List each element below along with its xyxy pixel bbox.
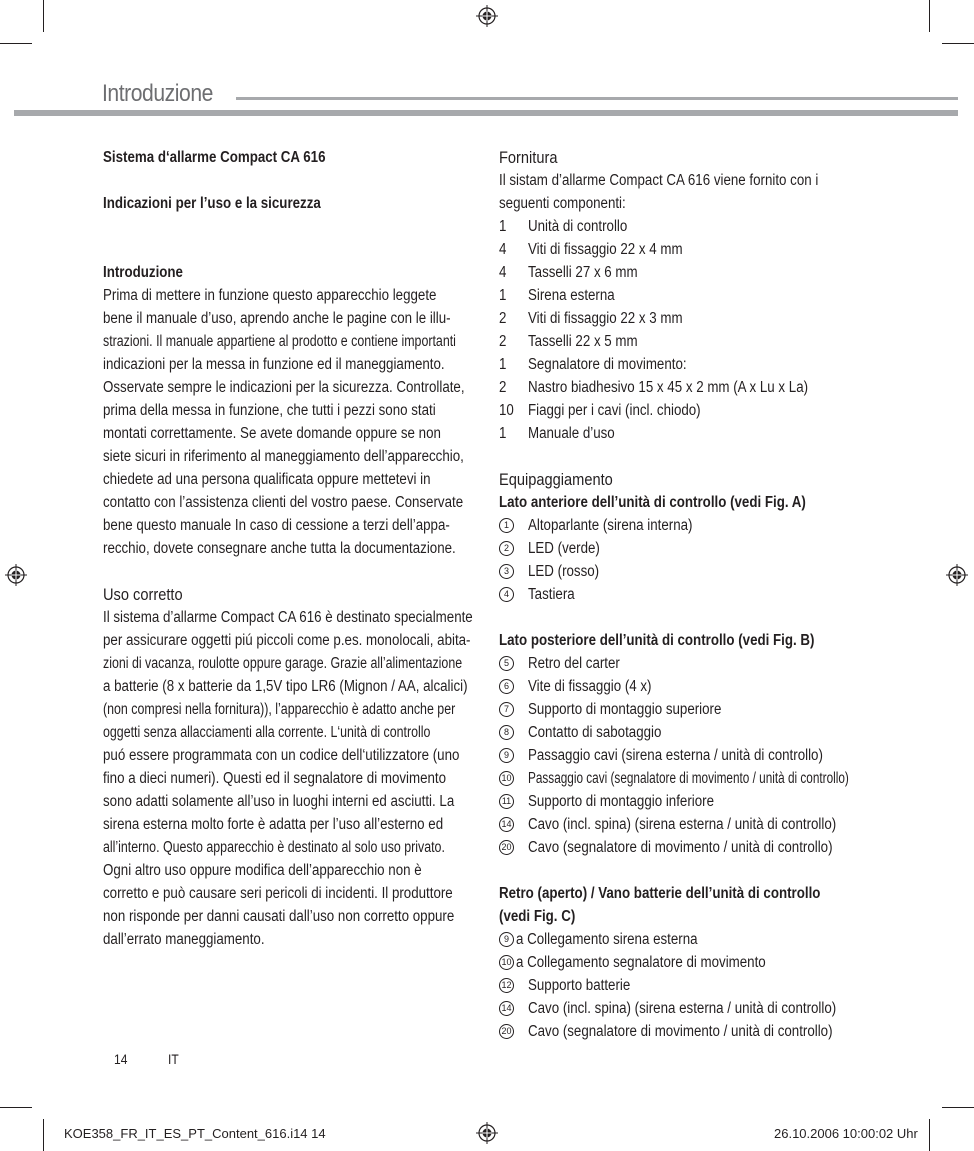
text-line: indicazioni per la messa in funzione ed il maneggiamento. (103, 356, 445, 373)
intro-heading: Introduzione (103, 264, 183, 281)
page-language: IT (168, 1051, 179, 1067)
text-line: contatto con l’assistenza clienti del vostro paese. Conservate (103, 494, 464, 511)
page-title: Introduzione (102, 80, 213, 107)
text-line: (non compresi nella fornitura)), l’apparecchio è adatto anche per (103, 701, 456, 718)
item-qty: 1 (499, 287, 507, 304)
list-item (499, 1020, 899, 1043)
item-text: Sirena esterna (528, 287, 615, 304)
safety-title: Indicazioni per l’uso e la sicurezza (103, 195, 321, 212)
list-item (499, 767, 899, 790)
item-text: Tasselli 22 x 5 mm (528, 333, 638, 350)
text-line: oggetti senza allacciamenti alla corrente. L‘unità di controllo (103, 724, 431, 741)
text-line: Ogni altro uso oppure modifica dell’apparecchio non è (103, 862, 422, 879)
item-text: Retro del carter (528, 655, 620, 672)
item-number: 14 (499, 1001, 514, 1016)
back-list (499, 652, 899, 859)
item-number: 6 (499, 679, 514, 694)
registration-mark-icon (476, 1122, 498, 1144)
item-number: 9 (499, 932, 514, 947)
item-text: Viti di fissaggio 22 x 3 mm (528, 310, 683, 327)
item-qty: 2 (499, 310, 507, 327)
item-text: Unità di controllo (528, 218, 628, 235)
slug-timestamp: 26.10.2006 10:00:02 Uhr (774, 1126, 918, 1141)
text-line: bene questo manuale In caso di cessione a terzi dell’appa- (103, 517, 450, 534)
list-item (499, 928, 899, 951)
text-line: fino a dieci numeri). Questi ed il segnalatore di movimento (103, 770, 447, 787)
text-line: siete sicuri in riferimento al maneggiamento dell’apparecchio, (103, 448, 464, 465)
front-list (499, 514, 899, 606)
list-item (499, 353, 899, 376)
item-number: 14 (499, 817, 514, 832)
item-text: Passaggio cavi (segnalatore di movimento / unità di controllo) (528, 770, 849, 787)
text-line: chiedete ad una persona qualificata oppure mettetevi in (103, 471, 431, 488)
list-item (499, 422, 899, 445)
item-text: a Collegamento segnalatore di movimento (516, 954, 766, 971)
item-text: Cavo (segnalatore di movimento / unità di controllo) (528, 839, 833, 856)
page-number: 14 (114, 1051, 128, 1067)
item-number: 10 (499, 771, 514, 786)
item-text: Cavo (segnalatore di movimento / unità di controllo) (528, 1023, 833, 1040)
uso-heading: Uso corretto (103, 585, 183, 604)
slug-filename: KOE358_FR_IT_ES_PT_Content_616.i14 14 (64, 1126, 326, 1141)
right-column (499, 146, 899, 1043)
list-item (499, 399, 899, 422)
list-item (499, 790, 899, 813)
text-line: dall’errato maneggiamento. (103, 931, 265, 948)
crop-mark (43, 1119, 44, 1151)
item-number: 3 (499, 564, 514, 579)
item-text: Contatto di sabotaggio (528, 724, 662, 741)
left-column (103, 146, 483, 951)
item-text: LED (rosso) (528, 563, 600, 580)
front-heading: Lato anteriore dell’unità di controllo (vedi Fig. A) (499, 494, 806, 511)
list-item (499, 514, 899, 537)
text-line: sirena esterna molto forte è adatta per l’uso all’esterno ed (103, 816, 444, 833)
list-item (499, 675, 899, 698)
back-heading: Lato posteriore dell’unità di controllo (vedi Fig. B) (499, 632, 815, 649)
item-number: 20 (499, 1024, 514, 1039)
list-item (499, 744, 899, 767)
list-item (499, 307, 899, 330)
list-item (499, 537, 899, 560)
text-line: sono adatti solamente all’uso in luoghi interni ed asciutti. La (103, 793, 455, 810)
list-item (499, 997, 899, 1020)
item-text: Viti di fissaggio 22 x 4 mm (528, 241, 683, 258)
text-line: all’interno. Questo apparecchio è destinato al solo uso privato. (103, 839, 445, 856)
item-number: 9 (499, 748, 514, 763)
text-line: puó essere programmata con un codice dell‘utilizzatore (uno (103, 747, 460, 764)
list-item (499, 330, 899, 353)
document-title: Sistema d‘allarme Compact CA 616 (103, 149, 326, 166)
text-line: Il sistema d’allarme Compact CA 616 è destinato specialmente (103, 609, 473, 626)
retro-heading-ref: (vedi Fig. C) (499, 908, 576, 925)
item-text: Cavo (incl. spina) (sirena esterna / unità di controllo) (528, 1000, 837, 1017)
intro-paragraph (103, 284, 483, 560)
fornitura-heading: Fornitura (499, 148, 558, 167)
item-text: Vite di fissaggio (4 x) (528, 678, 652, 695)
list-item (499, 652, 899, 675)
item-text: Supporto di montaggio inferiore (528, 793, 715, 810)
item-qty: 1 (499, 218, 507, 235)
retro-heading: Retro (aperto) / Vano batterie dell’unità di controllo (499, 885, 821, 902)
item-number: 8 (499, 725, 514, 740)
crop-mark (929, 0, 930, 32)
text-line: Osservate sempre le indicazioni per la sicurezza. Controllate, (103, 379, 465, 396)
list-item (499, 560, 899, 583)
text-line: non risponde per danni causati dall’uso non corretto oppure (103, 908, 455, 925)
item-qty: 2 (499, 379, 507, 396)
text-line: per assicurare oggetti piú piccoli come p.es. monolocali, abita- (103, 632, 471, 649)
item-text: Altoparlante (sirena interna) (528, 517, 693, 534)
list-item (499, 583, 899, 606)
text-line: Prima di mettere in funzione questo apparecchio leggete (103, 287, 437, 304)
item-text: Supporto di montaggio superiore (528, 701, 722, 718)
item-number: 7 (499, 702, 514, 717)
text-line: zioni di vacanza, roulotte oppure garage. Grazie all’alimentazione (103, 655, 463, 672)
text-line: corretto e può causare seri pericoli di incidenti. Il produttore (103, 885, 453, 902)
item-qty: 1 (499, 356, 507, 373)
registration-mark-icon (476, 5, 498, 27)
text-line: recchio, dovete consegnare anche tutta la documentazione. (103, 540, 456, 557)
list-item (499, 813, 899, 836)
item-qty: 10 (499, 402, 514, 419)
list-item (499, 836, 899, 859)
item-text: Cavo (incl. spina) (sirena esterna / unità di controllo) (528, 816, 837, 833)
equip-heading: Equipaggiamento (499, 470, 613, 489)
list-item (499, 721, 899, 744)
text-line: strazioni. Il manuale appartiene al prodotto e contiene importanti (103, 333, 456, 350)
text-line: a batterie (8 x batterie da 1,5V tipo LR6 (Mignon / AA, alcalici) (103, 678, 468, 695)
list-item (499, 261, 899, 284)
item-number: 1 (499, 518, 514, 533)
list-item (499, 238, 899, 261)
item-text: a Collegamento sirena esterna (516, 931, 698, 948)
item-number: 10 (499, 955, 514, 970)
item-number: 2 (499, 541, 514, 556)
item-text: Manuale d’uso (528, 425, 615, 442)
list-item (499, 951, 899, 974)
list-item (499, 698, 899, 721)
text-line: seguenti componenti: (499, 195, 626, 212)
item-text: Segnalatore di movimento: (528, 356, 687, 373)
text-line: prima della messa in funzione, che tutti i pezzi sono stati (103, 402, 436, 419)
item-number: 20 (499, 840, 514, 855)
item-text: Fiaggi per i cavi (incl. chiodo) (528, 402, 701, 419)
item-number: 11 (499, 794, 514, 809)
retro-list (499, 928, 899, 1043)
crop-mark (942, 43, 974, 44)
text-line: bene il manuale d’uso, aprendo anche le pagine con le illu- (103, 310, 451, 327)
list-item (499, 284, 899, 307)
uso-paragraph (103, 606, 483, 951)
crop-mark (43, 0, 44, 32)
item-text: Nastro biadhesivo 15 x 45 x 2 mm (A x Lu x La) (528, 379, 809, 396)
header-rule (236, 97, 958, 100)
crop-mark (942, 1107, 974, 1108)
list-item (499, 974, 899, 997)
item-text: Passaggio cavi (sirena esterna / unità di controllo) (528, 747, 823, 764)
item-text: LED (verde) (528, 540, 600, 557)
item-qty: 1 (499, 425, 507, 442)
crop-mark (929, 1119, 930, 1151)
item-text: Supporto batterie (528, 977, 631, 994)
item-text: Tastiera (528, 586, 575, 603)
text-line: Il sistam d’allarme Compact CA 616 viene fornito con i (499, 172, 819, 189)
item-qty: 4 (499, 241, 507, 258)
registration-mark-icon (5, 564, 27, 586)
crop-mark (0, 1107, 32, 1108)
fornitura-list (499, 215, 899, 445)
item-number: 5 (499, 656, 514, 671)
item-number: 4 (499, 587, 514, 602)
item-qty: 4 (499, 264, 507, 281)
header-bar (14, 110, 958, 116)
item-text: Tasselli 27 x 6 mm (528, 264, 638, 281)
registration-mark-icon (946, 564, 968, 586)
item-number: 12 (499, 978, 514, 993)
item-qty: 2 (499, 333, 507, 350)
crop-mark (0, 43, 32, 44)
text-line: montati correttamente. Se avete domande oppure se non (103, 425, 441, 442)
list-item (499, 376, 899, 399)
list-item (499, 215, 899, 238)
